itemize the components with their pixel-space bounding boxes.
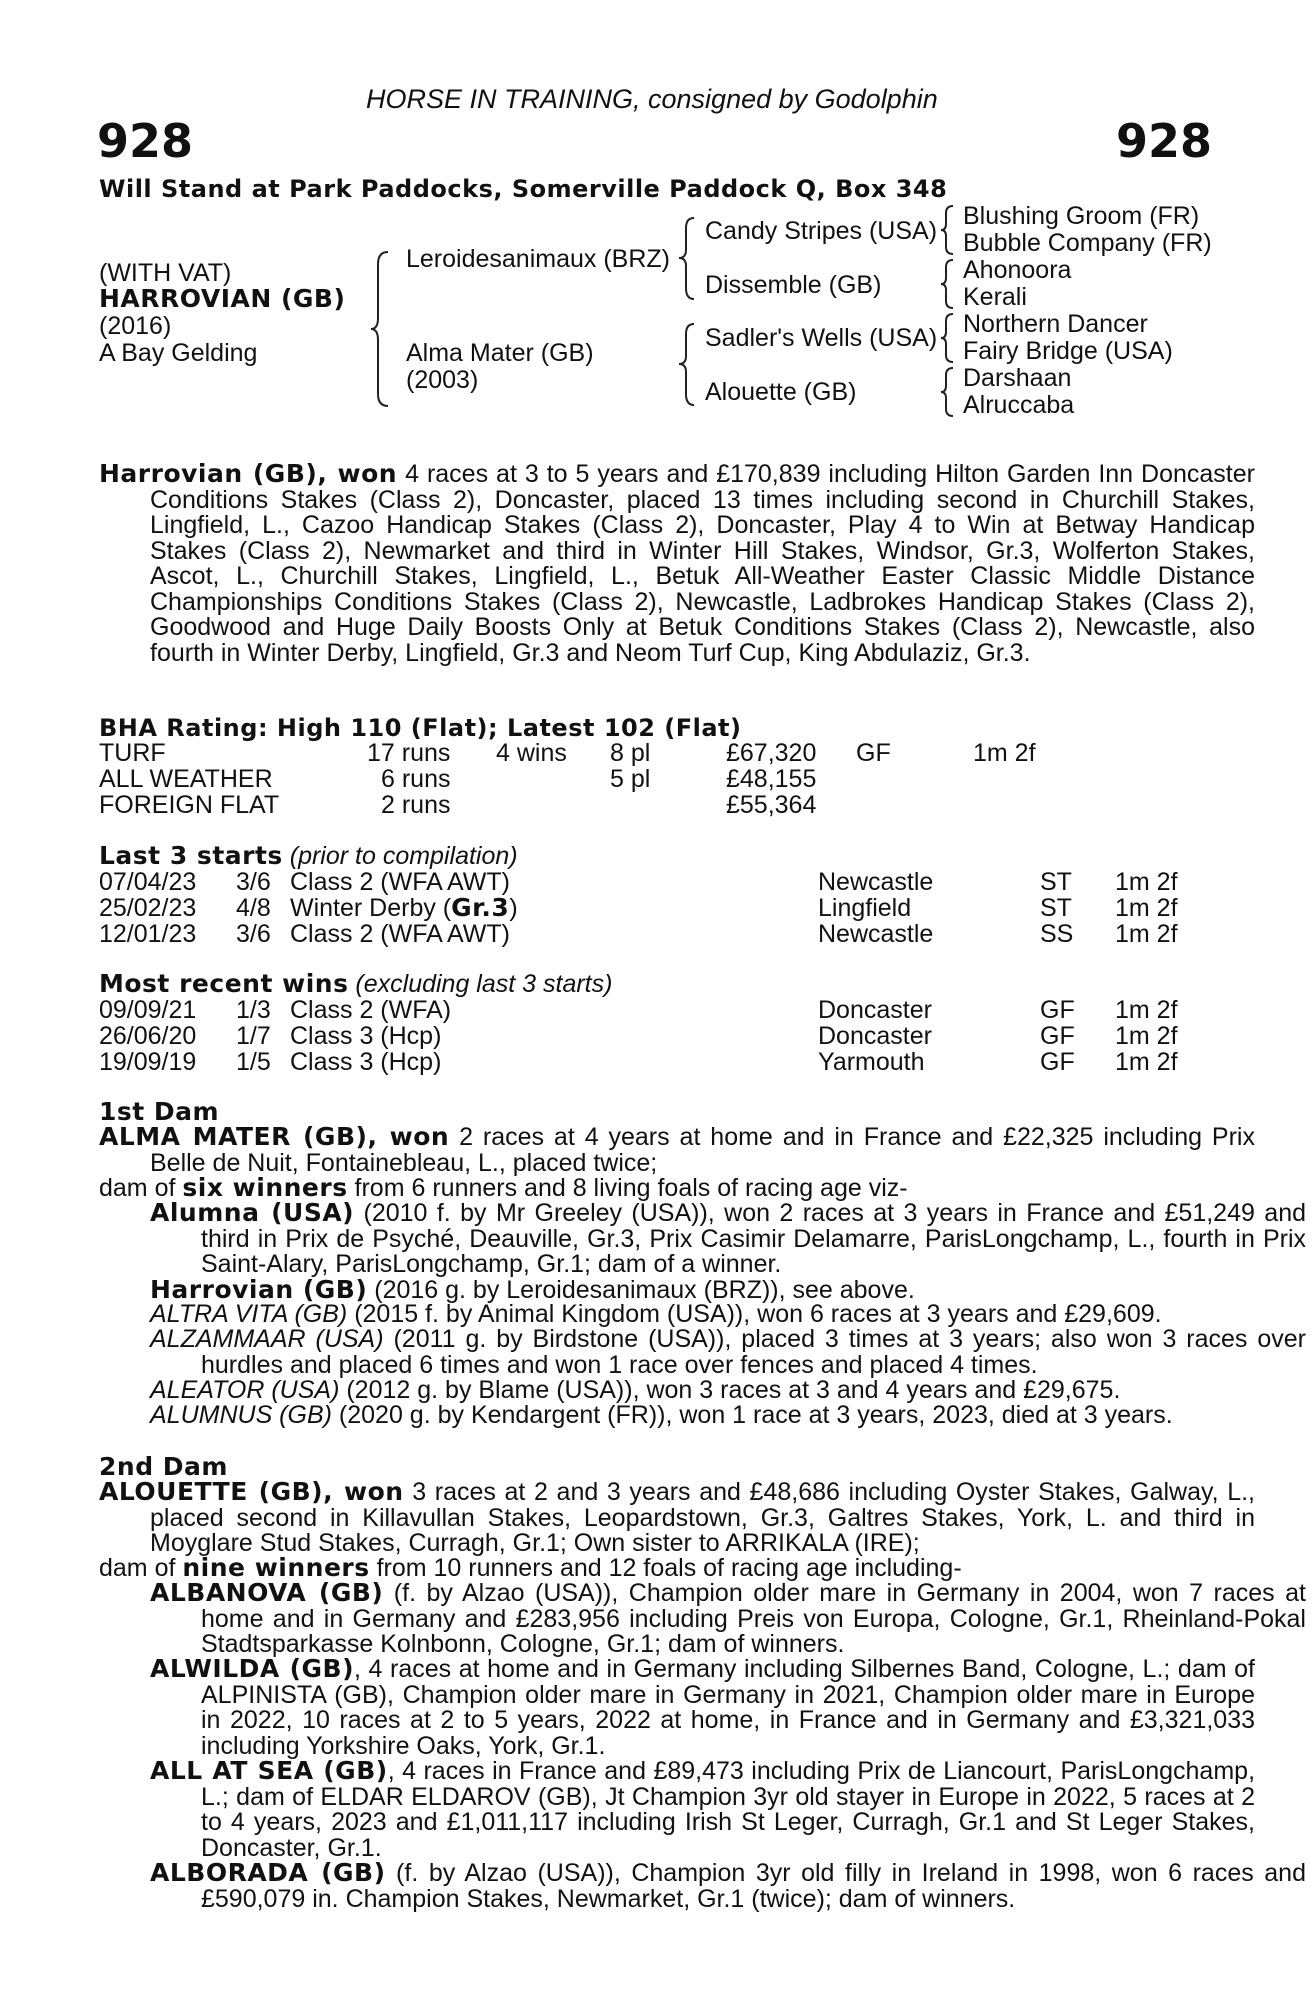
start-race-name: Winter Derby (	[290, 894, 452, 922]
dd-dam: Alruccaba	[963, 391, 1075, 419]
record-text: 4 races at 3 to 5 years and £170,839 including Hilton Garden Inn Doncaster Conditions Stakes (Class 2), Doncaster, placed 13 times including second in Churchill Stakes, Lingfield, L., Cazoo Handicap Stakes (Class 2), Doncaster, Play 4 to Win at Betway Handicap Stakes (Class 2), Newmarket and third in Winter Hill Stakes, Windsor, Gr.3, Wolferton Stakes, Ascot, L., Churchill Stakes, Lingfield, L., Betuk All-Weather Easter Classic Middle Distance Championships Conditions Stakes (Class 2), Newcastle, Ladbrokes Handicap Stakes (Class 2), Goodwood and Huge Daily Boosts Only at Betuk Conditions Stakes (Class 2), Newcastle, also fourth in Winter Derby, Lingfield, Gr.3 and Neom Turf Cup, King Abdulaziz, Gr.3.	[150, 460, 1255, 667]
recent-wins-title: Most recent wins	[99, 969, 349, 998]
start-distance: 1m 2f	[1115, 894, 1178, 922]
progeny-text: (2016 g. by Leroidesanimaux (BRZ)), see above.	[367, 1276, 915, 1304]
last-starts-subtitle: (prior to compilation)	[289, 842, 518, 870]
second-dam-text: 3 races at 2 and 3 years and £48,686 including Oyster Stakes, Galway, L., placed second in Killavullan Stakes, Leopardstown, Gr.3, Galtres Stakes, York, L. and third in Moyglare Stud Stakes, Curragh, Gr.1; Own sister to ARRIKALA (IRE);	[150, 1478, 1255, 1557]
pedigree-brace-ds	[940, 312, 956, 364]
start-race: Winter Derby (Gr.3)	[290, 893, 518, 922]
progeny-text: (2011 g. by Birdstone (USA)), placed 3 times at 3 years; also won 3 races over hurdles and placed 6 times and won 1 race over fences and placed 4 times.	[201, 1325, 1306, 1379]
start-position: 3/6	[236, 920, 271, 948]
lot-number-left: 928	[97, 114, 194, 168]
second-dam-heading: 2nd Dam	[99, 1452, 228, 1481]
progeny-name: ALUMNUS (GB)	[150, 1401, 332, 1429]
horse-year: (2016)	[99, 312, 172, 340]
win-position: 1/3	[236, 996, 271, 1024]
progeny-item	[99, 1327, 1306, 1378]
first-dam-name: ALMA MATER (GB)	[99, 1122, 368, 1151]
win-position: 1/5	[236, 1048, 271, 1076]
win-going: GF	[1040, 996, 1075, 1024]
bha-surface: TURF	[99, 739, 166, 767]
second-dam-winners: nine winners	[182, 1553, 370, 1582]
second-dam-produce-text: from 10 runners and 12 foals of racing age including-	[369, 1554, 962, 1582]
start-date: 25/02/23	[99, 894, 197, 922]
grand-progeny-item	[150, 1758, 1255, 1861]
win-course: Doncaster	[818, 996, 932, 1024]
win-position: 1/7	[236, 1022, 271, 1050]
start-position: 4/8	[236, 894, 271, 922]
win-distance: 1m 2f	[1115, 996, 1178, 1024]
grand-progeny-item	[150, 1656, 1255, 1759]
win-date: 19/09/19	[99, 1048, 197, 1076]
first-dam-text: 2 races at 4 years at home and in France and £22,325 including Prix Belle de Nuit, Fontainebleau, L., placed twice;	[150, 1123, 1255, 1177]
start-going: ST	[1040, 894, 1072, 922]
first-dam-of: dam of	[99, 1174, 183, 1202]
bha-money: £48,155	[726, 765, 817, 793]
win-distance: 1m 2f	[1115, 1022, 1178, 1050]
bha-row	[99, 740, 1209, 766]
progeny-text: (2015 f. by Animal Kingdom (USA)), won 6 races at 3 years and £29,609.	[347, 1300, 1162, 1328]
win-row	[99, 997, 1209, 1023]
start-distance: 1m 2f	[1115, 868, 1178, 896]
bha-going: GF	[856, 739, 891, 767]
progeny-text: (2010 f. by Mr Greeley (USA)), won 2 races at 3 years in France and £51,249 and third in Prix de Psyché, Deauville, Gr.3, Prix Casimir Delamarre, ParisLongchamp, L., fourth in Prix Saint-Alary, ParisLongchamp, Gr.1; dam of a winner.	[201, 1199, 1306, 1278]
sd-sire: Ahonoora	[963, 256, 1072, 284]
progeny-item	[99, 1200, 1306, 1278]
progeny-item	[99, 1580, 1306, 1658]
second-dam-name: ALOUETTE (GB)	[99, 1477, 324, 1506]
sire: Leroidesanimaux (BRZ)	[406, 245, 670, 273]
start-distance: 1m 2f	[1115, 920, 1178, 948]
start-going: SS	[1040, 920, 1074, 948]
win-distance: 1m 2f	[1115, 1048, 1178, 1076]
second-dam-won: , won	[323, 1477, 404, 1506]
sire-dam: Dissemble (GB)	[705, 271, 882, 299]
progeny-text: (2020 g. by Kendargent (FR)), won 1 race at 3 years, 2023, died at 3 years.	[331, 1401, 1173, 1429]
bha-placed: 5 pl	[610, 765, 651, 793]
start-course: Newcastle	[818, 920, 934, 948]
ss-sire: Blushing Groom (FR)	[963, 202, 1200, 230]
dam-dam: Alouette (GB)	[705, 378, 857, 406]
sd-dam: Kerali	[963, 283, 1027, 311]
last-starts-title: Last 3 starts	[99, 841, 283, 870]
albanova-text: (f. by Alzao (USA)), Champion older mare in Germany in 2004, won 7 races at home and in Germany and £283,956 including Preis von Europa, Cologne, Gr.1, Rheinland-Pokal Stadtsparkasse Kolnbonn, Cologne, Gr.1; dam of winners.	[201, 1579, 1306, 1658]
sire-sire: Candy Stripes (USA)	[705, 217, 938, 245]
progeny-item	[99, 1378, 1306, 1404]
start-course: Lingfield	[818, 894, 912, 922]
catalogue-header: HORSE IN TRAINING, consigned by Godolphin	[366, 84, 938, 114]
start-date: 07/04/23	[99, 868, 197, 896]
dam-year: (2003)	[406, 366, 479, 394]
second-dam-record	[99, 1479, 1255, 1557]
win-row	[99, 1023, 1209, 1049]
bha-placed: 8 pl	[610, 739, 651, 767]
bha-row	[99, 766, 1209, 792]
alborada-name: ALBORADA (GB)	[150, 1858, 386, 1887]
win-race: Class 2 (WFA)	[290, 996, 452, 1024]
alwilda-text: , 4 races at home and in Germany including Silbernes Band, Cologne, L.; dam of ALPINISTA (GB), Champion older mare in Germany in 2021, Champion older mare in Europe in 2022, 10 races at 2 to 5 years, 2022 at home, in France and in Germany and £3,321,033 including Yorkshire Oaks, York, Gr.1.	[201, 1655, 1255, 1760]
pedigree-brace-dd	[940, 366, 956, 418]
race-record	[99, 461, 1255, 666]
bha-money: £55,364	[726, 791, 817, 819]
vat-note: (WITH VAT)	[99, 259, 232, 287]
bha-surface: ALL WEATHER	[99, 765, 273, 793]
progeny-item	[99, 1403, 1306, 1429]
pedigree-brace-ss	[940, 204, 956, 256]
start-race: Class 2 (WFA AWT)	[290, 920, 510, 948]
progeny-text: (2012 g. by Blame (USA)), won 3 races at 3 and 4 years and £29,675.	[339, 1376, 1121, 1404]
bha-rating: BHA Rating: High 110 (Flat); Latest 102 (Flat)	[99, 714, 742, 742]
alwilda-name: ALWILDA (GB)	[150, 1654, 355, 1683]
first-dam-record	[99, 1124, 1255, 1176]
recent-wins-heading	[99, 971, 612, 997]
progeny-name: Harrovian (GB)	[150, 1275, 368, 1304]
start-race: Class 2 (WFA AWT)	[290, 868, 510, 896]
win-course: Yarmouth	[818, 1048, 925, 1076]
horse-description: A Bay Gelding	[99, 339, 258, 367]
ds-dam: Fairy Bridge (USA)	[963, 337, 1173, 365]
start-row	[99, 921, 1209, 947]
bha-money: £67,320	[726, 739, 817, 767]
first-dam-heading: 1st Dam	[99, 1097, 220, 1126]
win-going: GF	[1040, 1048, 1075, 1076]
bha-distance: 1m 2f	[973, 739, 1036, 767]
start-going: ST	[1040, 868, 1072, 896]
last-starts-heading	[99, 843, 518, 869]
recent-wins-subtitle: (excluding last 3 starts)	[355, 970, 613, 998]
albanova-name: ALBANOVA (GB)	[150, 1578, 384, 1607]
win-race: Class 3 (Hcp)	[290, 1022, 442, 1050]
dam: Alma Mater (GB)	[406, 339, 594, 367]
bha-runs: 6 runs	[381, 765, 451, 793]
record-won: , won	[317, 459, 398, 488]
start-date: 12/01/23	[99, 920, 197, 948]
progeny-name: ALTRA VITA (GB)	[150, 1300, 348, 1328]
pedigree-brace-main	[370, 250, 392, 408]
second-dam-of: dam of	[99, 1554, 183, 1582]
start-course: Newcastle	[818, 868, 934, 896]
record-horse-name: Harrovian (GB)	[99, 459, 318, 488]
progeny-item	[99, 1860, 1306, 1912]
progeny-item	[99, 1302, 1306, 1328]
alborada-text: (f. by Alzao (USA)), Champion 3yr old filly in Ireland in 1998, won 6 races and £590,079 in. Champion Stakes, Newmarket, Gr.1 (twice); dam of winners.	[201, 1859, 1306, 1913]
pedigree-brace-dam	[678, 322, 698, 408]
dd-sire: Darshaan	[963, 364, 1072, 392]
start-row	[99, 869, 1209, 895]
bha-runs: 2 runs	[381, 791, 451, 819]
progeny-name: ALEATOR (USA)	[150, 1376, 340, 1404]
stand-info: Will Stand at Park Paddocks, Somerville Paddock Q, Box 348	[99, 175, 948, 203]
progeny-name: Alumna (USA)	[150, 1198, 355, 1227]
bha-surface: FOREIGN FLAT	[99, 791, 280, 819]
win-race: Class 3 (Hcp)	[290, 1048, 442, 1076]
progeny-name: ALZAMMAAR (USA)	[150, 1325, 384, 1353]
start-position: 3/6	[236, 868, 271, 896]
lot-number-right: 928	[1116, 114, 1213, 168]
allatsea-name: ALL AT SEA (GB)	[150, 1756, 388, 1785]
start-row	[99, 895, 1209, 921]
dam-sire: Sadler's Wells (USA)	[705, 324, 938, 352]
pedigree-brace-sire	[678, 216, 698, 302]
bha-row	[99, 792, 1209, 818]
win-date: 09/09/21	[99, 996, 197, 1024]
horse-name: HARROVIAN (GB)	[99, 284, 346, 313]
bha-wins: 4 wins	[496, 739, 567, 767]
win-course: Doncaster	[818, 1022, 932, 1050]
first-dam-won: , won	[367, 1122, 450, 1151]
allatsea-text: , 4 races in France and £89,473 including Prix de Liancourt, ParisLongchamp, L.; dam of ELDAR ELDAROV (GB), Jt Champion 3yr old stayer in Europe in 2022, 5 races at 2 to 4 years, 2023 and £1,011,117 including Irish St Leger, Curragh, Gr.1 and St Leger Stakes, Doncaster, Gr.1.	[201, 1757, 1256, 1862]
ss-dam: Bubble Company (FR)	[963, 229, 1212, 257]
win-row	[99, 1049, 1209, 1075]
ds-sire: Northern Dancer	[963, 310, 1148, 338]
first-dam-winners: six winners	[182, 1173, 348, 1202]
start-race-grade: Gr.3	[451, 893, 510, 922]
win-going: GF	[1040, 1022, 1075, 1050]
win-date: 26/06/20	[99, 1022, 197, 1050]
first-dam-produce-text: from 6 runners and 8 living foals of racing age viz-	[347, 1174, 908, 1202]
pedigree-brace-sd	[940, 258, 956, 310]
bha-runs: 17 runs	[367, 739, 451, 767]
